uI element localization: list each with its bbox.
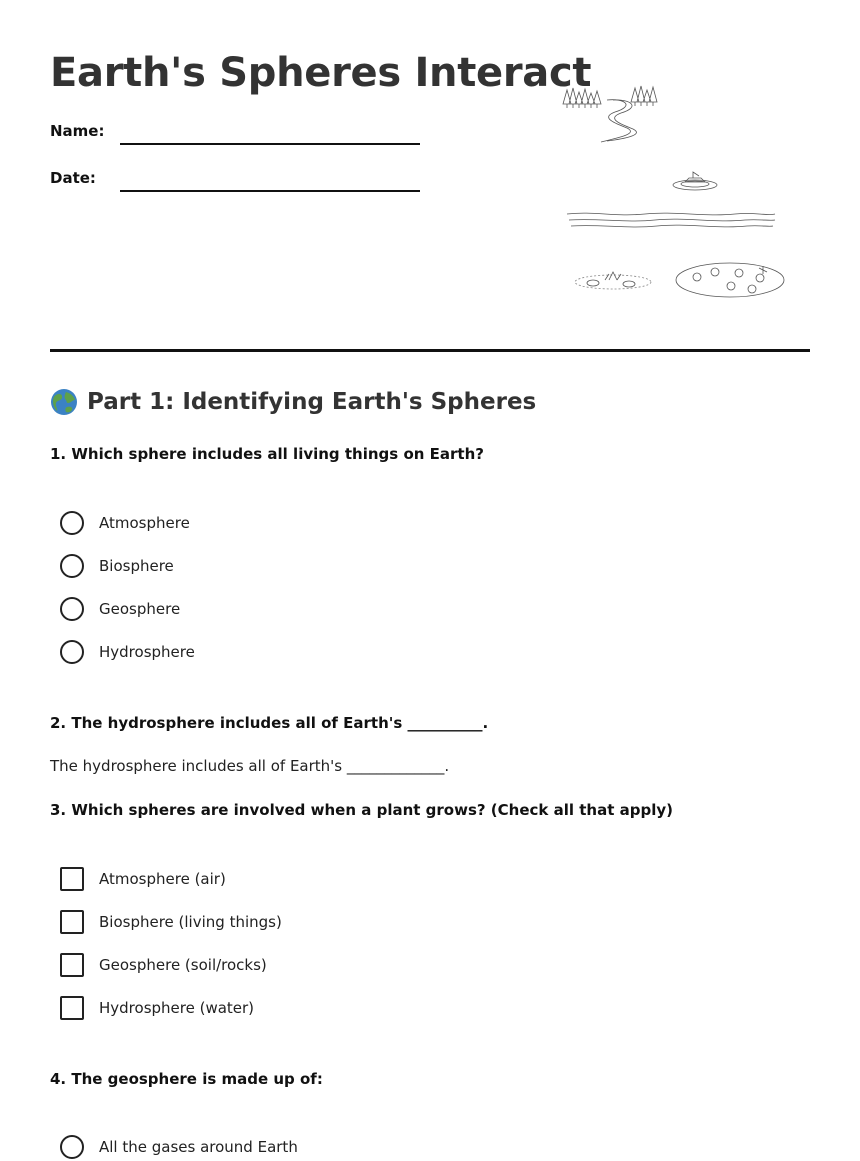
checkbox[interactable] — [60, 867, 84, 891]
q1-option-atmosphere[interactable] — [60, 511, 190, 535]
globe-icon — [50, 388, 78, 416]
date-field[interactable] — [120, 190, 420, 192]
option-label: Hydrosphere (water) — [99, 999, 255, 1017]
checkbox[interactable] — [60, 953, 84, 977]
radio-button[interactable] — [60, 511, 84, 535]
question-3: 3. Which spheres are involved when a plant grows? (Check all that apply) — [50, 801, 673, 819]
option-label: All the gases around Earth — [99, 1138, 298, 1156]
q3-option-biosphere[interactable] — [60, 910, 282, 934]
q3-option-geosphere[interactable] — [60, 953, 267, 977]
date-label: Date: — [50, 169, 96, 187]
name-label: Name: — [50, 122, 105, 140]
q3-option-hydrosphere[interactable] — [60, 996, 254, 1020]
q3-option-atmosphere[interactable] — [60, 867, 226, 891]
q4-option-gases[interactable] — [60, 1135, 298, 1159]
page-title: Earth's Spheres Interact — [50, 50, 592, 96]
question-4: 4. The geosphere is made up of: — [50, 1070, 323, 1088]
radio-button[interactable] — [60, 640, 84, 664]
part1-title: Part 1: Identifying Earth's Spheres — [87, 389, 537, 415]
option-label: Hydrosphere — [99, 643, 195, 661]
question-2: 2. The hydrosphere includes all of Earth's __________. — [50, 714, 489, 732]
part1-heading — [50, 388, 536, 416]
q1-option-geosphere[interactable] — [60, 597, 180, 621]
name-field[interactable] — [120, 143, 420, 145]
q1-option-biosphere[interactable] — [60, 554, 174, 578]
landscape-illustration — [555, 80, 795, 310]
checkbox[interactable] — [60, 910, 84, 934]
q2-answer-field[interactable]: The hydrosphere includes all of Earth's _____________. — [50, 757, 450, 775]
question-1: 1. Which sphere includes all living things on Earth? — [50, 445, 484, 463]
q1-option-hydrosphere[interactable] — [60, 640, 195, 664]
option-label: Biosphere (living things) — [99, 913, 282, 931]
checkbox[interactable] — [60, 996, 84, 1020]
radio-button[interactable] — [60, 554, 84, 578]
section-divider — [50, 349, 810, 352]
radio-button[interactable] — [60, 597, 84, 621]
option-label: Geosphere (soil/rocks) — [99, 956, 267, 974]
option-label: Atmosphere (air) — [99, 870, 226, 888]
option-label: Atmosphere — [99, 514, 190, 532]
option-label: Biosphere — [99, 557, 174, 575]
option-label: Geosphere — [99, 600, 181, 618]
radio-button[interactable] — [60, 1135, 84, 1159]
